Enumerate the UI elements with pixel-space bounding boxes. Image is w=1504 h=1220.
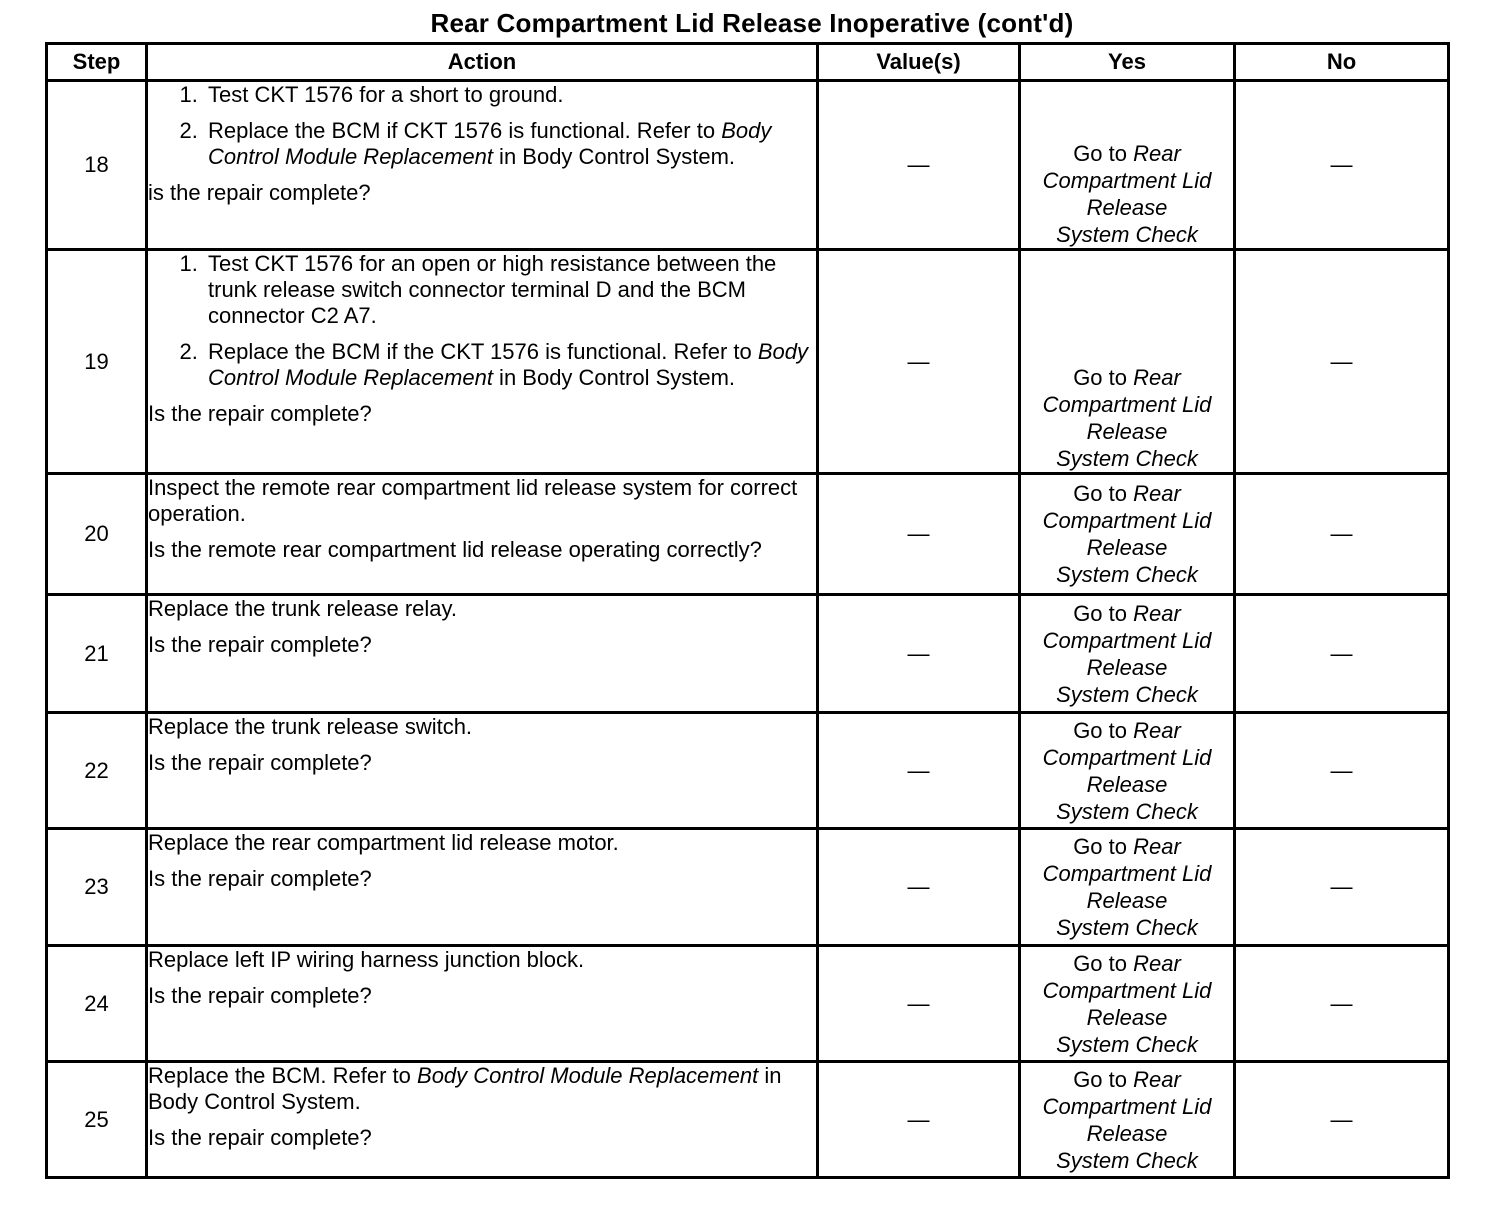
action-cell [147, 829, 818, 946]
action-text: Test CKT 1576 for an open or high resistance between the trunk release switch connector terminal D and the BCM connector C2 A7. [208, 251, 777, 328]
yes-ref-4: System Check [1056, 446, 1198, 471]
yes-goto: Go to [1073, 481, 1127, 506]
yes-ref-3: Release [1086, 1004, 1168, 1030]
action-text: Replace the trunk release switch. [148, 714, 473, 739]
yes-ref-2: Compartment Lid [1042, 1093, 1212, 1119]
action-cell [147, 474, 818, 595]
yes-ref-4: System Check [1056, 915, 1198, 940]
table-row [47, 81, 1449, 250]
no-cell: — [1235, 474, 1449, 595]
action-question: is the repair complete? [148, 180, 371, 205]
action-cell [147, 250, 818, 474]
header-action: Action [147, 44, 818, 81]
no-cell: — [1235, 946, 1449, 1062]
values-cell: — [818, 1062, 1020, 1178]
action-text: in Body Control System. [492, 144, 736, 169]
action-cell [147, 81, 818, 250]
action-cell [147, 1062, 818, 1178]
yes-goto: Go to [1073, 950, 1127, 976]
action-question: Is the repair complete? [148, 983, 372, 1008]
yes-cell [1020, 81, 1235, 250]
action-step-2 [204, 118, 816, 170]
no-cell: — [1235, 713, 1449, 829]
values-cell: — [818, 713, 1020, 829]
table-row [47, 250, 1449, 474]
table-row [47, 595, 1449, 713]
yes-cell [1020, 595, 1235, 713]
action-text: Test CKT 1576 for a short to ground. [208, 82, 564, 107]
action-step-2 [204, 339, 816, 391]
no-cell: — [1235, 1062, 1449, 1178]
values-cell: — [818, 474, 1020, 595]
yes-ref-3: Release [1086, 771, 1168, 797]
reference-link-text: Body Control Module Replacement [208, 339, 809, 390]
step-number: 22 [47, 713, 147, 829]
header-yes: Yes [1020, 44, 1235, 81]
yes-ref-1: Rear [1133, 834, 1181, 859]
yes-ref-2: Compartment Lid [1042, 392, 1212, 417]
no-cell: — [1235, 829, 1449, 946]
action-text: Replace the BCM if CKT 1576 is functional. Refer to [208, 118, 722, 143]
yes-cell [1020, 1062, 1235, 1178]
page-title: Rear Compartment Lid Release Inoperative (cont'd) [430, 8, 1074, 38]
yes-goto: Go to [1073, 365, 1127, 390]
action-text-part: in Body Control System. [148, 1063, 782, 1114]
yes-ref-3: Release [1086, 888, 1168, 913]
values-cell: — [818, 946, 1020, 1062]
action-text: Replace the rear compartment lid release motor. [148, 830, 619, 855]
yes-cell [1020, 946, 1235, 1062]
yes-ref-3: Release [1086, 654, 1168, 680]
header-values: Value(s) [818, 44, 1020, 81]
yes-ref-2: Compartment Lid [1042, 627, 1212, 653]
table-row [47, 946, 1449, 1062]
yes-ref-1: Rear [1133, 717, 1181, 743]
yes-ref-2: Compartment Lid [1042, 861, 1212, 886]
yes-ref-1: Rear [1133, 141, 1181, 166]
yes-ref-2: Compartment Lid [1042, 168, 1212, 193]
values-cell: — [818, 595, 1020, 713]
yes-ref-3: Release [1086, 535, 1168, 560]
action-cell [147, 946, 818, 1062]
table-row [47, 713, 1449, 829]
yes-ref-2: Compartment Lid [1042, 744, 1212, 770]
yes-ref-3: Release [1086, 195, 1168, 220]
action-text: Replace left IP wiring harness junction block. [148, 947, 585, 972]
reference-link-text: Body Control Module Replacement [208, 118, 772, 169]
values-cell: — [818, 81, 1020, 250]
action-steps [148, 82, 816, 170]
reference-link-text: Body Control Module Replacement [417, 1063, 759, 1088]
values-cell: — [818, 829, 1020, 946]
yes-ref-2: Compartment Lid [1042, 508, 1212, 533]
header-step: Step [47, 44, 147, 81]
yes-cell [1020, 250, 1235, 474]
yes-ref-3: Release [1086, 1120, 1168, 1146]
yes-ref-1: Rear [1133, 481, 1181, 506]
step-number: 25 [47, 1062, 147, 1178]
yes-ref-1: Rear [1133, 1066, 1181, 1092]
yes-ref-4: System Check [1056, 798, 1198, 824]
yes-cell [1020, 474, 1235, 595]
step-number: 21 [47, 595, 147, 713]
table-row [47, 1062, 1449, 1178]
action-step-1 [204, 251, 816, 329]
yes-goto: Go to [1073, 141, 1127, 166]
header-no: No [1235, 44, 1449, 81]
action-text: in Body Control System. [492, 365, 736, 390]
yes-ref-4: System Check [1056, 1147, 1198, 1173]
action-cell [147, 713, 818, 829]
yes-ref-3: Release [1086, 419, 1168, 444]
action-cell [147, 595, 818, 713]
action-steps [148, 251, 816, 391]
action-question: Is the repair complete? [148, 1125, 372, 1150]
action-text-part: Replace the BCM. Refer to [148, 1063, 418, 1088]
yes-cell [1020, 713, 1235, 829]
step-number: 20 [47, 474, 147, 595]
action-question: Is the repair complete? [148, 866, 372, 891]
step-number: 23 [47, 829, 147, 946]
table-row [47, 829, 1449, 946]
values-cell: — [818, 250, 1020, 474]
table-header-row [47, 44, 1449, 81]
yes-ref-2: Compartment Lid [1042, 977, 1212, 1003]
step-number: 18 [47, 81, 147, 250]
yes-goto: Go to [1073, 717, 1127, 743]
action-question: Is the repair complete? [148, 750, 372, 775]
yes-ref-1: Rear [1133, 365, 1181, 390]
yes-ref-1: Rear [1133, 950, 1181, 976]
step-number: 19 [47, 250, 147, 474]
yes-ref-4: System Check [1056, 681, 1198, 707]
action-text: Replace the BCM if the CKT 1576 is functional. Refer to [208, 339, 758, 364]
action-question: Is the repair complete? [148, 632, 372, 657]
yes-ref-4: System Check [1056, 222, 1198, 247]
no-cell: — [1235, 595, 1449, 713]
yes-goto: Go to [1073, 600, 1127, 626]
yes-cell [1020, 829, 1235, 946]
no-cell: — [1235, 81, 1449, 250]
yes-ref-4: System Check [1056, 1031, 1198, 1057]
no-cell: — [1235, 250, 1449, 474]
action-text [148, 1063, 816, 1115]
action-text: Replace the trunk release relay. [148, 596, 457, 621]
yes-goto: Go to [1073, 1066, 1127, 1092]
action-text: Inspect the remote rear compartment lid release system for correct operation. [148, 475, 798, 526]
yes-ref-4: System Check [1056, 562, 1198, 587]
yes-ref-1: Rear [1133, 600, 1181, 626]
action-step-1 [204, 82, 816, 108]
diagnostic-table [45, 42, 1450, 1179]
action-question: Is the repair complete? [148, 401, 372, 426]
step-number: 24 [47, 946, 147, 1062]
yes-goto: Go to [1073, 834, 1127, 859]
action-question: Is the remote rear compartment lid release operating correctly? [148, 537, 762, 562]
table-row [47, 474, 1449, 595]
